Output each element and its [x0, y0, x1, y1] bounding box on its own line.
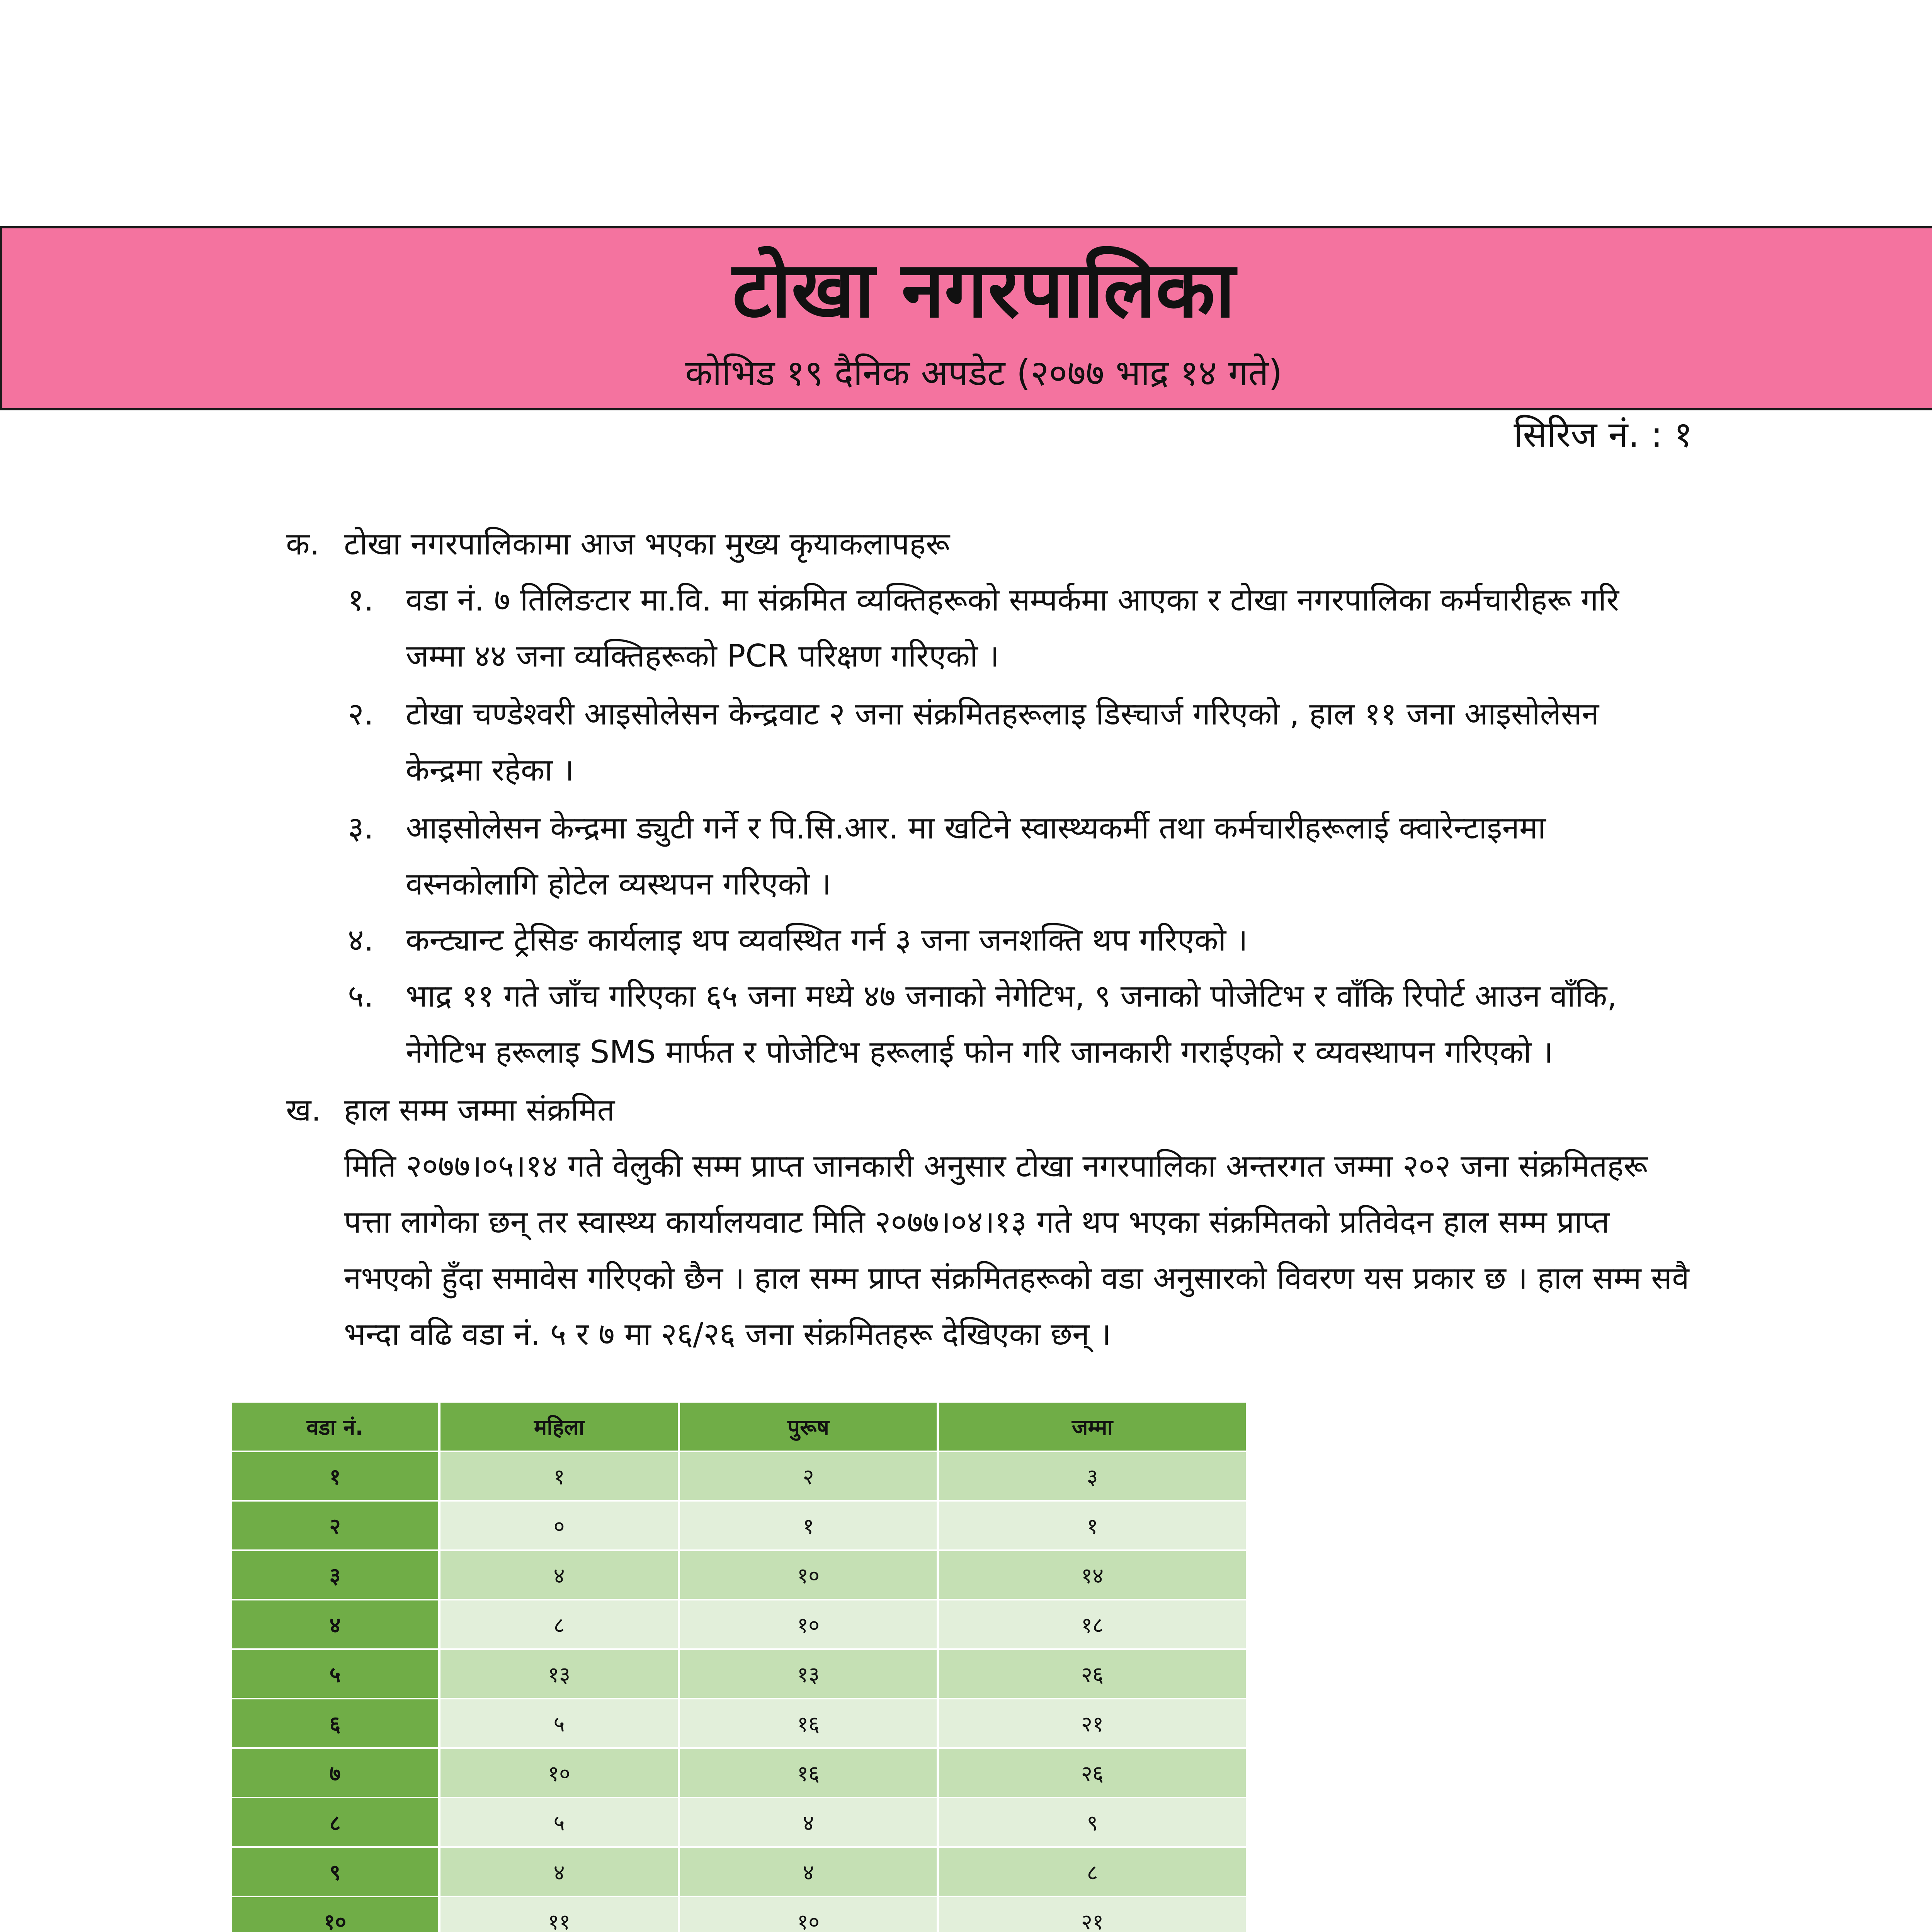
list-item-line: वस्नकोलागि होटेल व्यस्थपन गरिएको । — [406, 866, 832, 902]
total-cell: ९ — [939, 1798, 1248, 1848]
ward-cell: २ — [232, 1502, 440, 1551]
female-cell: ५ — [440, 1798, 680, 1848]
list-item-line: केन्द्रमा रहेका । — [406, 752, 574, 788]
table-header-row — [232, 1403, 1248, 1452]
male-cell: ४ — [680, 1848, 939, 1897]
female-cell: ० — [440, 1502, 680, 1551]
total-cell: २६ — [939, 1749, 1248, 1798]
paragraph-line: मिति २०७७।०५।१४ गते वेलुकी सम्म प्राप्त जानकारी अनुसार टोखा नगरपालिका अन्तरगत जम्मा २०२ जना संक्रमितहरू — [344, 1148, 1648, 1184]
ward-cell: ३ — [232, 1551, 440, 1600]
ward-cell: ४ — [232, 1600, 440, 1650]
ward-cases-table — [232, 1403, 1248, 1932]
column-header-ward: वडा नं. — [232, 1403, 440, 1452]
male-cell: १३ — [680, 1650, 939, 1699]
female-cell: ८ — [440, 1600, 680, 1650]
table-row — [232, 1452, 1248, 1502]
total-cell: १ — [939, 1502, 1248, 1551]
table-row — [232, 1897, 1248, 1932]
total-cell: २१ — [939, 1699, 1248, 1749]
female-cell: १ — [440, 1452, 680, 1502]
page-subtitle: कोभिड १९ दैनिक अपडेट (२०७७ भाद्र १४ गते) — [685, 352, 1282, 394]
section-b-letter: ख. — [286, 1092, 321, 1128]
total-cell: २६ — [939, 1650, 1248, 1699]
section-a-letter: क. — [286, 526, 320, 562]
list-item-line: आइसोलेसन केन्द्रमा ड्युटी गर्ने र पि.सि.आर. मा खटिने स्वास्थ्यकर्मी तथा कर्मचारीहरूलाई क्वारेन्टाइनमा — [406, 810, 1546, 846]
list-item-line: नेगेटिभ हरूलाइ SMS मार्फत र पोजेटिभ हरूलाई फोन गरि जानकारी गराईएको र व्यवस्थापन गरिएको । — [406, 1034, 1553, 1070]
total-cell: १४ — [939, 1551, 1248, 1600]
male-cell: ४ — [680, 1798, 939, 1848]
column-header-male: पुरूष — [680, 1403, 939, 1452]
ward-cell: ५ — [232, 1650, 440, 1699]
female-cell: ५ — [440, 1699, 680, 1749]
list-item-line: टोखा चण्डेश्वरी आइसोलेसन केन्द्रवाट २ जना संक्रमितहरूलाइ डिस्चार्ज गरिएको , हाल ११ जना आइसोलेसन — [406, 696, 1599, 732]
paragraph-line: भन्दा वढि वडा नं. ५ र ७ मा २६/२६ जना संक्रमितहरू देखिएका छन् । — [344, 1316, 1111, 1352]
ward-cell: १० — [232, 1897, 440, 1932]
table-row — [232, 1551, 1248, 1600]
list-item-line: कन्ट्यान्ट ट्रेसिङ कार्यलाइ थप व्यवस्थित गर्न ३ जना जनशक्ति थप गरिएको । — [406, 922, 1248, 958]
list-item-line: वडा नं. ७ तिलिङटार मा.वि. मा संक्रमित व्यक्तिहरूको सम्पर्कमा आएका र टोखा नगरपालिका कर्मचारीहरू गरि — [406, 582, 1619, 618]
table-row — [232, 1699, 1248, 1749]
male-cell: २ — [680, 1452, 939, 1502]
ward-cell: ८ — [232, 1798, 440, 1848]
female-cell: १० — [440, 1749, 680, 1798]
paragraph-line: पत्ता लागेका छन् तर स्वास्थ्य कार्यालयवाट मिति २०७७।०४।१३ गते थप भएका संक्रमितको प्रतिवेदन हाल सम्म प्राप्त — [344, 1204, 1610, 1240]
table-row — [232, 1502, 1248, 1551]
table-row — [232, 1600, 1248, 1650]
male-cell: १० — [680, 1551, 939, 1600]
male-cell: १ — [680, 1502, 939, 1551]
table-body — [232, 1452, 1248, 1932]
list-item-number: ४. — [348, 922, 374, 958]
list-item-number: १. — [348, 582, 374, 618]
ward-cell: ७ — [232, 1749, 440, 1798]
total-cell: २१ — [939, 1897, 1248, 1932]
header-banner — [0, 226, 1932, 410]
list-item-number: ३. — [348, 810, 374, 846]
male-cell: १० — [680, 1600, 939, 1650]
total-cell: १८ — [939, 1600, 1248, 1650]
ward-cell: ९ — [232, 1848, 440, 1897]
paragraph-line: नभएको हुँदा समावेस गरिएको छैन । हाल सम्म प्राप्त संक्रमितहरूको वडा अनुसारको विवरण यस प्रकार छ । हाल सम्म सवै — [344, 1260, 1689, 1296]
ward-cell: १ — [232, 1452, 440, 1502]
section-b-heading: हाल सम्म जम्मा संक्रमित — [344, 1092, 615, 1128]
column-header-female: महिला — [440, 1403, 680, 1452]
list-item-line: जम्मा ४४ जना व्यक्तिहरूको PCR परिक्षण गरिएको । — [406, 638, 1000, 674]
male-cell: १६ — [680, 1699, 939, 1749]
female-cell: १३ — [440, 1650, 680, 1699]
total-cell: ३ — [939, 1452, 1248, 1502]
table-row — [232, 1749, 1248, 1798]
list-item-number: २. — [348, 696, 374, 732]
section-a-heading: टोखा नगरपालिकामा आज भएका मुख्य कृयाकलापहरू — [344, 526, 950, 562]
table-row — [232, 1848, 1248, 1897]
ward-cell: ६ — [232, 1699, 440, 1749]
column-header-total: जम्मा — [939, 1403, 1248, 1452]
list-item-number: ५. — [348, 978, 374, 1014]
male-cell: १६ — [680, 1749, 939, 1798]
female-cell: ४ — [440, 1848, 680, 1897]
female-cell: ११ — [440, 1897, 680, 1932]
page-title: टोखा नगरपालिका — [732, 245, 1235, 335]
list-item-line: भाद्र ११ गते जाँच गरिएका ६५ जना मध्ये ४७ जनाको नेगेटिभ, ९ जनाको पोजेटिभ र वाँकि रिपोर्ट आउन वाँकि, — [406, 978, 1617, 1014]
table-row — [232, 1650, 1248, 1699]
male-cell: १० — [680, 1897, 939, 1932]
table-row — [232, 1798, 1248, 1848]
total-cell: ८ — [939, 1848, 1248, 1897]
female-cell: ४ — [440, 1551, 680, 1600]
series-number: सिरिज नं. : १ — [1514, 414, 1692, 455]
